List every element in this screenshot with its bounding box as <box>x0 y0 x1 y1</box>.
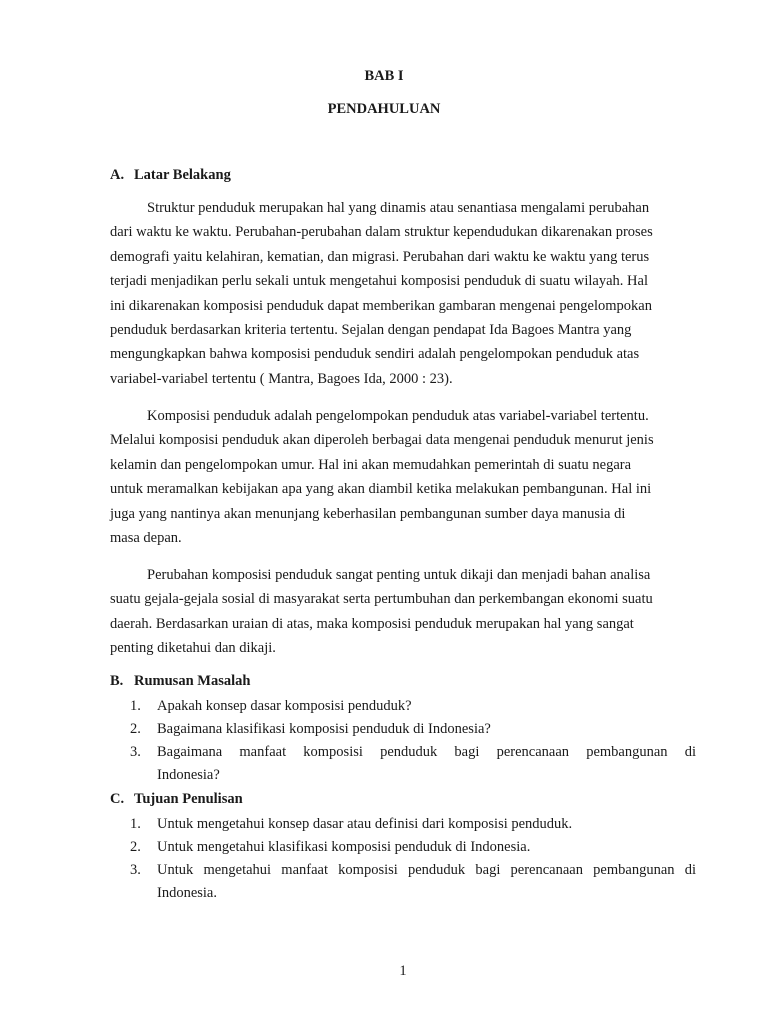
paragraph-3-line: suatu gejala-gejala sosial di masyarakat serta pertumbuhan dan perkembangan ekonomi suatu <box>110 591 653 608</box>
chapter-label: BAB I <box>364 68 404 84</box>
list-item <box>130 859 696 905</box>
section-b-title: Rumusan Masalah <box>134 673 251 689</box>
section-c-title: Tujuan Penulisan <box>134 791 243 807</box>
section-a-letter: A. <box>110 167 125 183</box>
tujuan-penulisan-list <box>130 813 696 905</box>
page-number: 1 <box>399 963 407 979</box>
list-item-number: 1. <box>130 816 141 832</box>
list-item-number: 2. <box>130 721 141 737</box>
paragraph-1-line: dari waktu ke waktu. Perubahan-perubahan dalam struktur kependudukan dikarenakan proses <box>110 224 653 241</box>
paragraph-2-line: Komposisi penduduk adalah pengelompokan penduduk atas variabel-variabel tertentu. <box>147 408 649 424</box>
list-item <box>130 741 696 787</box>
paragraph-3-line: Perubahan komposisi penduduk sangat penting untuk dikaji dan menjadi bahan analisa <box>147 567 651 583</box>
paragraph-1 <box>110 196 696 391</box>
list-item-text: Bagaimana klasifikasi komposisi penduduk di Indonesia? <box>157 721 491 737</box>
paragraph-2-line: kelamin dan pengelompokan umur. Hal ini akan memudahkan pemerintah di suatu negara <box>110 456 632 473</box>
list-item-text: Untuk mengetahui manfaat komposisi penduduk bagi perencanaan pembangunan di <box>157 862 696 878</box>
list-item-text-continued: Indonesia. <box>157 885 217 901</box>
list-item-number: 2. <box>130 839 141 855</box>
paragraph-1-line: penduduk berdasarkan kriteria tertentu. Sejalan dengan pendapat Ida Bagoes Mantra yang <box>110 322 632 339</box>
section-a-title: Latar Belakang <box>134 167 231 183</box>
list-item-text: Bagaimana manfaat komposisi penduduk bagi perencanaan pembangunan di <box>157 744 696 760</box>
paragraph-3 <box>110 563 696 661</box>
list-item <box>130 718 696 741</box>
paragraph-3-line: daerah. Berdasarkan uraian di atas, maka komposisi penduduk merupakan hal yang sangat <box>110 615 634 632</box>
list-item-text: Untuk mengetahui klasifikasi komposisi penduduk di Indonesia. <box>157 839 531 855</box>
paragraph-1-line: Struktur penduduk merupakan hal yang dinamis atau senantiasa mengalami perubahan <box>147 200 650 216</box>
paragraph-1-line: terjadi menjadikan perlu sekali untuk mengetahui komposisi penduduk di suatu wilayah. Hal <box>110 273 648 290</box>
list-item-number: 3. <box>130 862 141 878</box>
list-item <box>130 813 696 836</box>
list-item <box>130 695 696 718</box>
chapter-title: PENDAHULUAN <box>327 101 441 117</box>
list-item-text: Untuk mengetahui konsep dasar atau definisi dari komposisi penduduk. <box>157 816 573 832</box>
paragraph-1-line: variabel-variabel tertentu ( Mantra, Bagoes Ida, 2000 : 23). <box>110 370 453 387</box>
rumusan-masalah-list <box>130 695 696 787</box>
paragraph-1-line: demografi yaitu kelahiran, kematian, dan migrasi. Perubahan dari waktu ke waktu yang terus <box>110 248 650 265</box>
paragraph-2-line: juga yang nantinya akan menunjang keberhasilan pembangunan sumber daya manusia di <box>110 505 626 522</box>
section-a-heading <box>110 167 231 184</box>
list-item-number: 1. <box>130 698 141 714</box>
section-b-letter: B. <box>110 673 124 689</box>
paragraph-2-line: masa depan. <box>110 530 182 547</box>
paragraph-2-line: untuk meramalkan kebijakan apa yang akan diambil ketika melakukan pembangunan. Hal ini <box>110 481 652 498</box>
paragraph-1-line: ini dikarenakan komposisi penduduk dapat memberikan gambaran mengenai pengelompokan <box>110 297 652 314</box>
paragraph-2-line: Melalui komposisi penduduk akan diperoleh berbagai data mengenai penduduk menurut jenis <box>110 432 654 449</box>
paragraph-2 <box>110 404 696 550</box>
paragraph-3-line: penting diketahui dan dikaji. <box>110 640 276 657</box>
list-item-number: 3. <box>130 744 141 760</box>
section-c-letter: C. <box>110 791 125 807</box>
list-item-text-continued: Indonesia? <box>157 767 220 783</box>
section-b-heading <box>110 673 250 690</box>
paragraph-1-line: mengungkapkan bahwa komposisi penduduk sendiri adalah pengelompokan penduduk atas <box>110 346 640 363</box>
list-item <box>130 836 696 859</box>
list-item-text: Apakah konsep dasar komposisi penduduk? <box>157 698 412 714</box>
section-c-heading <box>110 791 243 808</box>
